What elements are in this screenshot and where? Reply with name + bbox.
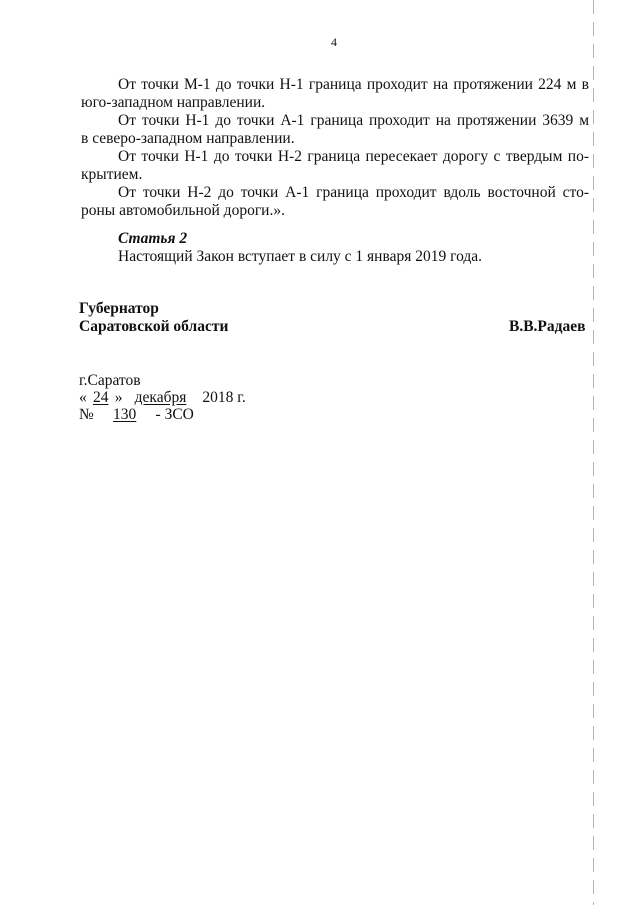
paragraph-4-line-1: От точки Н-2 до точки А-1 граница проходит вдоль восточной сто- — [118, 184, 589, 201]
paragraph-3-line-2: крытием. — [81, 166, 143, 183]
signature-title-line-2: Саратовской области — [79, 318, 229, 335]
paragraph-2-line-1: От точки Н-1 до точки А-1 граница проходит на протяжении 3639 м — [118, 112, 589, 129]
paragraph-1-line-2: юго-западном направлении. — [81, 94, 266, 111]
paragraph-2-line-2: в северо-западном направлении. — [81, 130, 295, 147]
date-year: 2018 г. — [202, 389, 246, 406]
date-close-quote: » — [114, 389, 123, 406]
date-day-field: 24 — [93, 389, 109, 406]
signature-title-line-1: Губернатор — [79, 300, 159, 317]
page-edge-line — [593, 0, 594, 905]
paragraph-4-line-2: роны автомобильной дороги.». — [81, 202, 285, 219]
paragraph-1-line-1: От точки М-1 до точки Н-1 граница проходит на протяжении 224 м в — [118, 76, 589, 93]
number-sign: № — [79, 406, 94, 423]
page-number: 4 — [331, 35, 337, 49]
date-line — [79, 389, 246, 407]
article-text: Настоящий Закон вступает в силу с 1 января 2019 года. — [118, 248, 483, 265]
city-name: г.Саратов — [79, 372, 141, 389]
paragraph-3-line-1: От точки Н-1 до точки Н-2 граница пересекает дорогу с твердым по- — [118, 148, 589, 165]
document-number-suffix: - ЗСО — [155, 406, 194, 423]
date-month-field: декабря — [134, 389, 187, 406]
article-title: Статья 2 — [118, 230, 188, 247]
signature-name: В.В.Радаев — [509, 318, 586, 335]
date-open-quote: « — [79, 389, 87, 406]
document-number-field: 130 — [113, 406, 137, 423]
document-number-line — [79, 406, 194, 424]
